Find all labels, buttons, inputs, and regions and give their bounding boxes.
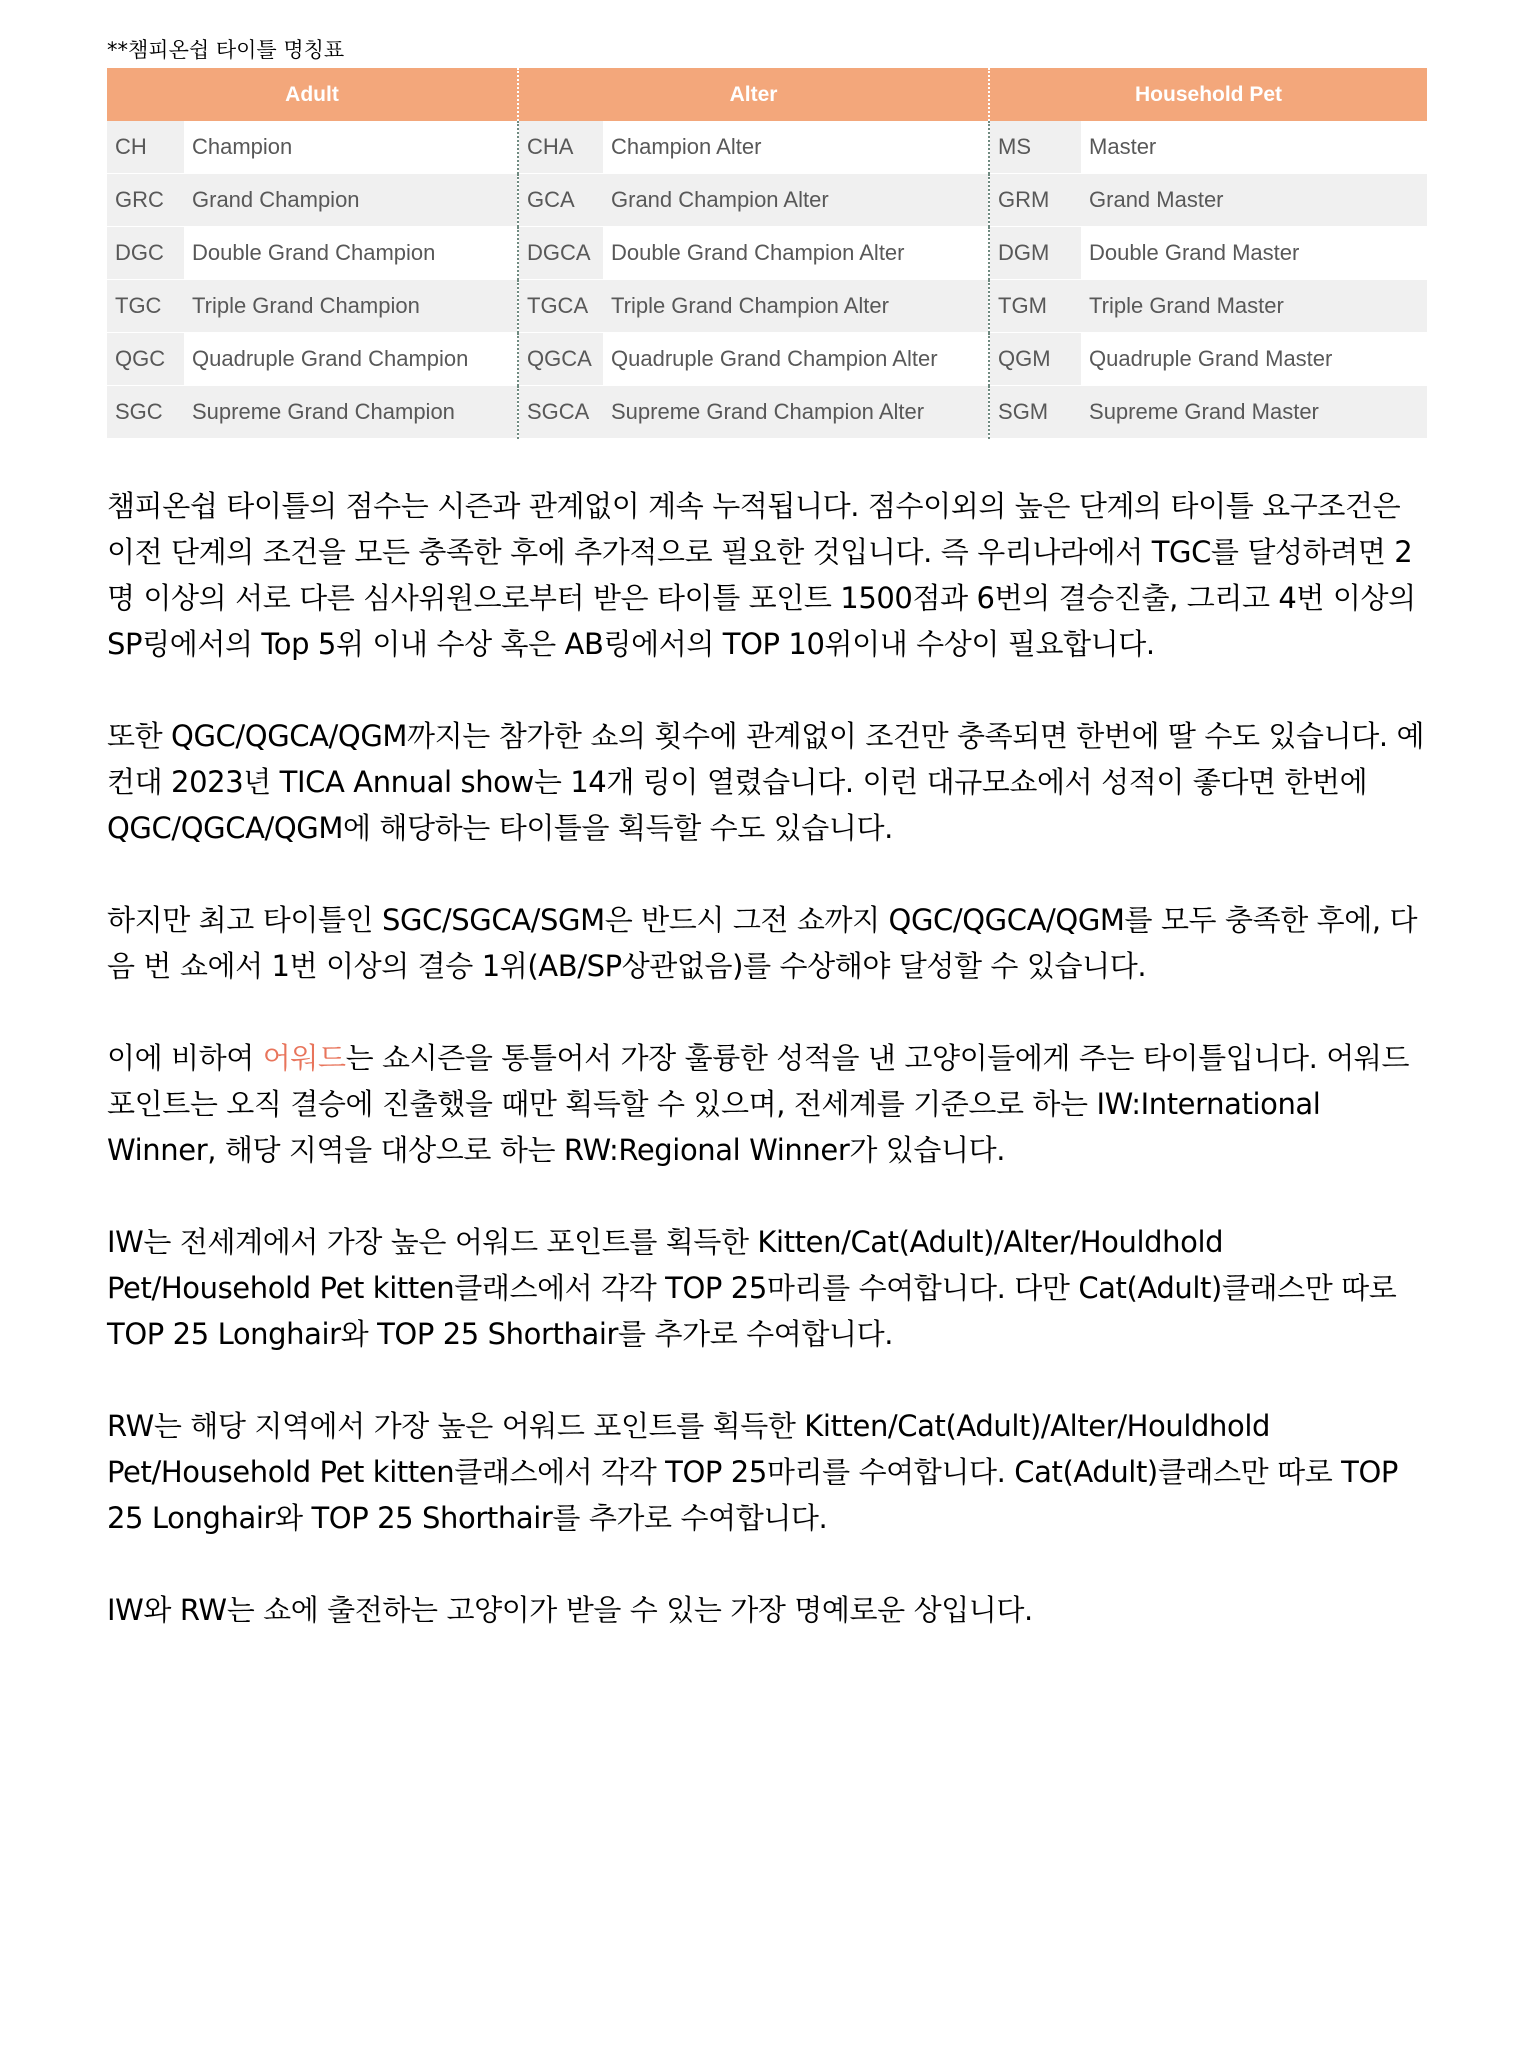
hhp-title-cell: Supreme Grand Master (1081, 386, 1427, 439)
hhp-abbr-cell: MS (989, 121, 1081, 174)
adult-title-cell: Champion (184, 121, 518, 174)
alter-title-cell: Double Grand Champion Alter (603, 227, 989, 280)
paragraph-iw: IW는 전세계에서 가장 높은 어워드 포인트를 획득한 Kitten/Cat(Adult)/Alter/Houldhold Pet/Household Pet kitten클래스에서 각각 TOP 25마리를 수여합니다. 다만 Cat(Adult)클래스만 따로 TOP 25 Longhair와 TOP 25 Shorthair를 추가로 수여합니다. (107, 1225, 1397, 1351)
alter-abbr-cell: TGCA (518, 280, 603, 333)
adult-abbr-cell: DGC (107, 227, 184, 280)
table-header-row (107, 68, 1427, 121)
alter-title-cell: Triple Grand Champion Alter (603, 280, 989, 333)
hhp-abbr-cell: DGM (989, 227, 1081, 280)
award-intro-lead: 이에 비하여 (107, 1041, 263, 1075)
alter-title-cell: Grand Champion Alter (603, 174, 989, 227)
body-text (107, 483, 1427, 1633)
hhp-abbr-cell: QGM (989, 333, 1081, 386)
alter-title-cell: Champion Alter (603, 121, 989, 174)
table-row (107, 227, 1427, 280)
adult-title-cell: Supreme Grand Champion (184, 386, 518, 439)
alter-abbr-cell: DGCA (518, 227, 603, 280)
adult-abbr-cell: SGC (107, 386, 184, 439)
award-highlight: 어워드 (262, 1041, 346, 1075)
table-row (107, 333, 1427, 386)
table-row (107, 280, 1427, 333)
header-household-pet: Household Pet (989, 68, 1427, 121)
adult-abbr-cell: CH (107, 121, 184, 174)
adult-abbr-cell: TGC (107, 280, 184, 333)
alter-abbr-cell: GCA (518, 174, 603, 227)
adult-title-cell: Triple Grand Champion (184, 280, 518, 333)
hhp-abbr-cell: GRM (989, 174, 1081, 227)
paragraph-closing: IW와 RW는 쇼에 출전하는 고양이가 받을 수 있는 가장 명예로운 상입니다. (107, 1593, 1033, 1627)
document-page (107, 36, 1427, 1679)
adult-title-cell: Double Grand Champion (184, 227, 518, 280)
adult-title-cell: Quadruple Grand Champion (184, 333, 518, 386)
hhp-title-cell: Quadruple Grand Master (1081, 333, 1427, 386)
hhp-title-cell: Double Grand Master (1081, 227, 1427, 280)
adult-abbr-cell: QGC (107, 333, 184, 386)
adult-abbr-cell: GRC (107, 174, 184, 227)
alter-abbr-cell: SGCA (518, 386, 603, 439)
championship-title-table (107, 68, 1427, 439)
header-alter: Alter (518, 68, 989, 121)
alter-abbr-cell: CHA (518, 121, 603, 174)
alter-title-cell: Supreme Grand Champion Alter (603, 386, 989, 439)
table-row (107, 121, 1427, 174)
table-row (107, 174, 1427, 227)
paragraph-sgc-requirement: 하지만 최고 타이틀인 SGC/SGCA/SGM은 반드시 그전 쇼까지 QGC/QGCA/QGM를 모두 충족한 후에, 다음 번 쇼에서 1번 이상의 결승 1위(AB/SP상관없음)를 수상해야 달성할 수 있습니다. (107, 903, 1418, 983)
hhp-title-cell: Grand Master (1081, 174, 1427, 227)
paragraph-rw: RW는 해당 지역에서 가장 높은 어워드 포인트를 획득한 Kitten/Cat(Adult)/Alter/Houldhold Pet/Household Pet kitten클래스에서 각각 TOP 25마리를 수여합니다. Cat(Adult)클래스만 따로 TOP 25 Longhair와 TOP 25 Shorthair를 추가로 수여합니다. (107, 1409, 1398, 1535)
alter-title-cell: Quadruple Grand Champion Alter (603, 333, 989, 386)
award-intro-rest: 는 쇼시즌을 통틀어서 가장 훌륭한 성적을 낸 고양이들에게 주는 타이틀입니다. 어워드 포인트는 오직 결승에 진출했을 때만 획득할 수 있으며, 전세계를 기준으로 하는 IW:International Winner, 해당 지역을 대상으로 하는 RW:Regional Winner가 있습니다. (107, 1041, 1410, 1167)
table-row (107, 386, 1427, 439)
paragraph-qgc-one-show: 또한 QGC/QGCA/QGM까지는 참가한 쇼의 횟수에 관계없이 조건만 충족되면 한번에 딸 수도 있습니다. 예컨대 2023년 TICA Annual show는 14개 링이 열렸습니다. 이런 대규모쇼에서 성적이 좋다면 한번에 QGC/QGCA/QGM에 해당하는 타이틀을 획득할 수도 있습니다. (107, 719, 1425, 845)
hhp-title-cell: Master (1081, 121, 1427, 174)
hhp-abbr-cell: SGM (989, 386, 1081, 439)
hhp-abbr-cell: TGM (989, 280, 1081, 333)
alter-abbr-cell: QGCA (518, 333, 603, 386)
table-caption: **챔피온쉽 타이틀 명칭표 (107, 38, 345, 62)
adult-title-cell: Grand Champion (184, 174, 518, 227)
paragraph-award-intro (107, 1035, 1427, 1173)
header-adult: Adult (107, 68, 518, 121)
paragraph-title-points: 챔피온쉽 타이틀의 점수는 시즌과 관계없이 계속 누적됩니다. 점수이외의 높은 단계의 타이틀 요구조건은 이전 단계의 조건을 모든 충족한 후에 추가적으로 필요한 것입니다. 즉 우리나라에서 TGC를 달성하려면 2명 이상의 서로 다른 심사위원으로부터 받은 타이틀 포인트 1500점과 6번의 결승진출, 그리고 4번 이상의 SP링에서의 Top 5위 이내 수상 혹은 AB링에서의 TOP 10위이내 수상이 필요합니다. (107, 489, 1416, 661)
hhp-title-cell: Triple Grand Master (1081, 280, 1427, 333)
